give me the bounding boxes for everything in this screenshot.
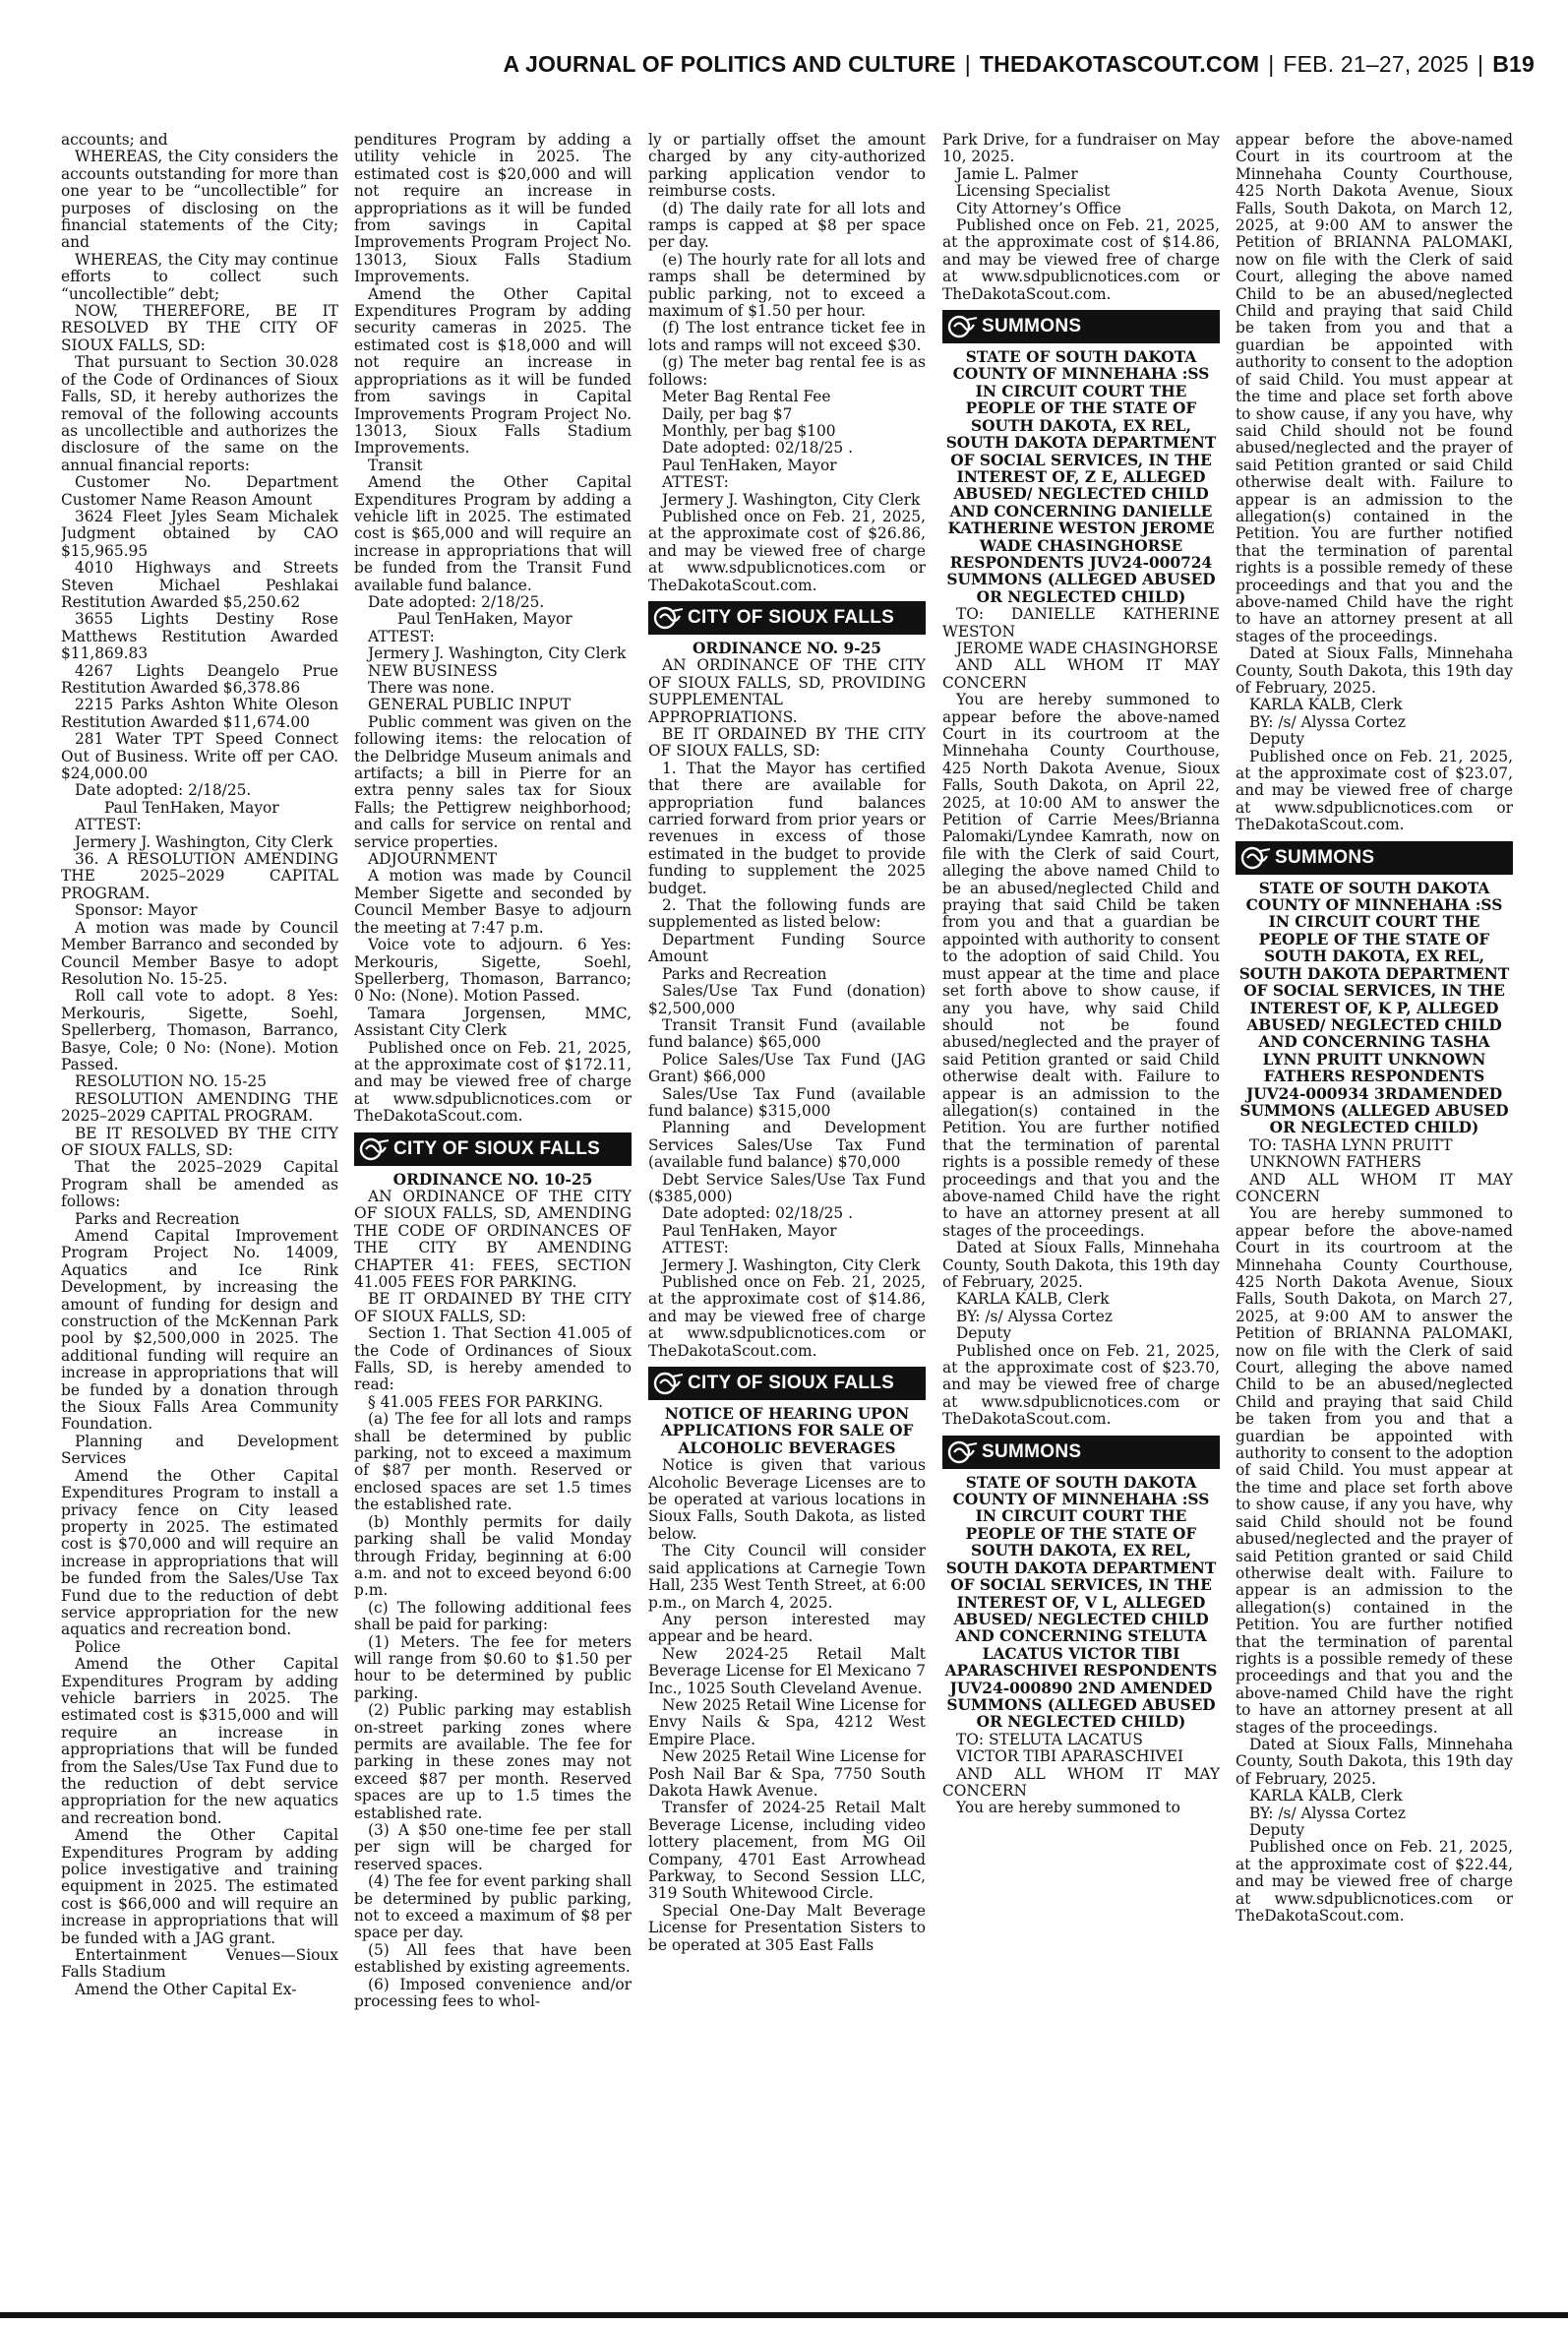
notice-paragraph: Police: [75, 1637, 121, 1656]
notice-paragraph: Amend the Other Capital Expenditures Program by adding police investigative and training equipment in 2025. The estimated cost is $66,000 and will require an increase in appropriations that will be funded with a JAG grant.: [61, 1826, 338, 1947]
banner-label: CITY OF SIOUX FALLS: [688, 607, 895, 629]
notice-paragraph: TO: STELUTA LACATUS: [956, 1730, 1143, 1748]
notice-paragraph: That the 2025–2029 Capital Program shall be amended as follows:: [61, 1158, 338, 1211]
notice-paragraph: Sponsor: Mayor: [75, 901, 198, 920]
notice-paragraph: BY: /s/ Alyssa Cortez: [1249, 712, 1406, 731]
header-separator: |: [1478, 51, 1484, 77]
notice-paragraph: BY: /s/ Alyssa Cortez: [1249, 1804, 1406, 1822]
notice-paragraph: 4010 Highways and Streets Steven Michael Peshlakai Restitution Awarded $5,250.62: [61, 559, 338, 611]
notice-paragraph: Department Funding Source Amount: [648, 930, 926, 966]
column-1: [61, 132, 338, 2304]
notice-paragraph: City Attorney’s Office: [956, 199, 1121, 217]
notice-paragraph: VICTOR TIBI APARASCHIVEI: [956, 1747, 1184, 1766]
notice-paragraph: A motion was made by Council Member Sigette and seconded by Council Member Basye to adjourn the meeting at 7:47 p.m.: [354, 867, 632, 937]
notice-paragraph: New 2025 Retail Wine License for Posh Nail Bar & Spa, 7750 South Dakota Hawk Avenue.: [648, 1747, 926, 1800]
notice-paragraph: New 2025 Retail Wine License for Envy Nails & Spa, 4212 West Empire Place.: [648, 1695, 926, 1748]
notice-heading: STATE OF SOUTH DAKOTA COUNTY OF MINNEHAHA :SS IN CIRCUIT COURT THE PEOPLE OF THE STATE OF SOUTH DAKOTA, EX REL, SOUTH DAKOTA DEPARTMENT OF SOCIAL SERVICES, IN THE INTEREST OF, K P, ALLEGED ABUSED/ NEGLECTED CHILD AND CONCERNING TASHA LYNN PRUITT UNKNOWN FATHERS RESPONDENTS JUV24-000934 3RDAMENDED SUMMONS (ALLEGED ABUSED OR NEGLECTED CHILD): [1238, 879, 1510, 1137]
notice-paragraph: Date adopted: 02/18/25 .: [662, 439, 853, 458]
notice-paragraph: GENERAL PUBLIC INPUT: [368, 696, 572, 714]
notice-paragraph: (f) The lost entrance ticket fee in lots and ramps will not exceed $30.: [648, 319, 926, 354]
notice-paragraph: Dated at Sioux Falls, Minnehaha County, South Dakota, this 19th day of February, 2025.: [1236, 644, 1513, 697]
notice-paragraph: Paul TenHaken, Mayor: [662, 456, 837, 474]
notice-paragraph: BY: /s/ Alyssa Cortez: [956, 1307, 1113, 1325]
notice-paragraph: KARLA KALB, Clerk: [956, 1290, 1110, 1309]
notice-paragraph: Deputy: [1249, 1821, 1305, 1839]
notice-paragraph: Tamara Jorgensen, MMC, Assistant City Clerk: [354, 1004, 632, 1040]
notice-paragraph: (2) Public parking may establish on-street parking zones where permits are available. The fee for parking in these zones may not exceed $87 per month. Reserved spaces are up to 1.5 times the established rate.: [354, 1701, 632, 1822]
notice-paragraph: The City Council will consider said applications at Carnegie Town Hall, 235 West Tenth Street, at 6:00 p.m., on March 4, 2025.: [648, 1542, 926, 1612]
scout-logo-icon: [354, 1132, 393, 1166]
notice-paragraph: Public comment was given on the following items: the relocation of the Delbridge Museum animals and artifacts; a bill in Pierre for an extra penny sales tax for Sioux Falls; the Pettigrew neighborhood; and calls for service on rental and service properties.: [354, 712, 632, 851]
section-banner-city: [648, 1367, 926, 1400]
notice-paragraph: (b) Monthly permits for daily parking shall be valid Monday through Friday, beginning at 6:00 a.m. and not to exceed beyond 6:00 p.m.: [354, 1512, 632, 1600]
notice-paragraph: Parks and Recreation: [75, 1209, 240, 1228]
notice-paragraph: Dated at Sioux Falls, Minnehaha County, South Dakota, this 19th day of February, 2025.: [942, 1239, 1220, 1291]
notice-paragraph: Amend the Other Capital Expenditures Program by adding security cameras in 2025. The estimated cost is $18,000 and will not require an increase in appropriations as it will be funded from savings in Capital Improvements Program Project No. 13013, Sioux Falls Stadium Improvements.: [354, 284, 632, 458]
notice-paragraph: (3) A $50 one-time fee per stall per sign will be charged for reserved spaces.: [354, 1821, 632, 1873]
notice-paragraph: RESOLUTION AMENDING THE 2025–2029 CAPITAL PROGRAM.: [61, 1089, 338, 1126]
notice-paragraph: Paul TenHaken, Mayor: [104, 798, 279, 817]
column-2: [354, 132, 632, 2304]
notice-paragraph: KARLA KALB, Clerk: [1249, 696, 1403, 714]
notice-paragraph: (4) The fee for event parking shall be determined by public parking, not to exceed a maximum of $8 per space per day.: [354, 1872, 632, 1942]
notice-heading: STATE OF SOUTH DAKOTA COUNTY OF MINNEHAHA :SS IN CIRCUIT COURT THE PEOPLE OF THE STATE OF SOUTH DAKOTA, EX REL, SOUTH DAKOTA DEPARTMENT OF SOCIAL SERVICES, IN THE INTEREST OF, V L, ALLEGED ABUSED/ NEGLECTED CHILD AND CONCERNING STELUTA LACATUS VICTOR TIBI APARASCHIVEI RESPONDENTS JUV24-000890 2ND AMENDED SUMMONS (ALLEGED ABUSED OR NEGLECTED CHILD): [944, 1473, 1218, 1732]
notice-paragraph: Sales/Use Tax Fund (donation) $2,500,000: [648, 982, 926, 1017]
notice-paragraph: Jermery J. Washington, City Clerk: [662, 490, 921, 509]
notice-paragraph: Amend the Other Capital Expenditures Program to install a privacy fence on City leased property in 2025. The estimated cost is $70,000 and will require an increase in appropriations that will be funded from the Sales/Use Tax Fund due to the reduction of debt service appropriation for the new aquatics and recreation bond.: [61, 1466, 338, 1639]
notice-paragraph: Customer No. Department Customer Name Reason Amount: [61, 473, 338, 509]
scout-logo-icon: [648, 601, 688, 635]
page-number: B19: [1492, 51, 1535, 77]
section-banner-summons: [942, 310, 1220, 343]
notice-paragraph: Published once on Feb. 21, 2025, at the approximate cost of $14.86, and may be viewed free of charge at www.sdpublicnotices.com or TheDakotaScout.com.: [942, 216, 1220, 303]
notice-paragraph: Paul TenHaken, Mayor: [397, 610, 573, 629]
notice-paragraph: 3655 Lights Destiny Rose Matthews Restitution Awarded $11,869.83: [61, 610, 338, 663]
notice-paragraph: Licensing Specialist: [956, 182, 1111, 201]
notice-paragraph: Date adopted: 02/18/25 .: [662, 1204, 853, 1223]
notice-paragraph: Jermery J. Washington, City Clerk: [368, 644, 627, 663]
notice-paragraph: Entertainment Venues—Sioux Falls Stadium: [61, 1946, 338, 1982]
banner-label: SUMMONS: [982, 1440, 1082, 1462]
notice-paragraph: (g) The meter bag rental fee is as follows:: [648, 353, 926, 389]
notice-paragraph: Planning and Development Services: [61, 1432, 338, 1468]
notice-paragraph: 281 Water TPT Speed Connect Out of Business. Write off per CAO. $24,000.00: [61, 730, 338, 783]
notice-paragraph: ATTEST:: [75, 816, 142, 834]
notice-paragraph: ATTEST:: [662, 1239, 729, 1257]
notice-paragraph: (1) Meters. The fee for meters will range from $0.60 to $1.50 per hour to be determined by public parking.: [354, 1632, 632, 1702]
notice-paragraph: 1. That the Mayor has certified that there are available for appropriation fund balances carried forward from prior years or revenues in excess of those estimated in the budget to provide funding to supplement the 2025 budget.: [648, 759, 926, 897]
notice-paragraph: BE IT ORDAINED BY THE CITY OF SIOUX FALLS, SD:: [648, 725, 926, 761]
notice-paragraph: Deputy: [1249, 730, 1305, 749]
notice-paragraph: Transfer of 2024-25 Retail Malt Beverage License, including video lottery placement, from MG Oil Company, 4701 East Arrowhead Parkway, to Second Session LLC, 319 South Whitewood Circle.: [648, 1799, 926, 1903]
header-separator: |: [1268, 51, 1275, 77]
notice-paragraph: TO: DANIELLE KATHERINE WESTON: [942, 605, 1220, 641]
notice-paragraph: 2. That the following funds are supplemented as listed below:: [648, 896, 926, 932]
notice-paragraph: 36. A RESOLUTION AMENDING THE 2025–2029 CAPITAL PROGRAM.: [61, 850, 338, 902]
notice-paragraph: (6) Imposed convenience and/or processing fees to whol-: [354, 1975, 632, 2011]
notice-paragraph: You are hereby summoned to appear before the above-named Court in its courtroom at the Minnehaha County Courthouse, 425 North Dakota Avenue, Sioux Falls, South Dakota, on March 27, 2025, at 9:00 AM to answer the Petition of BRIANNA PALOMAKI, now on file with the Clerk of said Court, alleging the above named Child to be an abused/neglected Child and praying that said Child be taken from you and that a guardian be appointed with authority to consent to the adoption of said Child. You must appear at the time and place set forth above to show cause, if any you have, why said Child should not be found abused/neglected and the prayer of said Petition granted or said Child otherwise dealt with. Failure to appear is an admission to the allegation(s) contained in the Petition. You are further notified that the termination of parental rights is a possible remedy of these proceedings and that you and the above-named Child have the right to have an attorney present at all stages of the proceedings.: [1236, 1204, 1513, 1737]
notice-paragraph: (5) All fees that have been established by existing agreements.: [354, 1940, 632, 1977]
notice-paragraph: 3624 Fleet Jyles Seam Michalek Judgment obtained by CAO $15,965.95: [61, 507, 338, 560]
notice-paragraph: Sales/Use Tax Fund (available fund balance) $315,000: [648, 1084, 926, 1120]
notice-paragraph: WHEREAS, the City considers the accounts outstanding for more than one year to be “uncollectible” for purposes of disclosing on the financial statements of the City; and: [61, 148, 338, 252]
notice-paragraph: Dated at Sioux Falls, Minnehaha County, South Dakota, this 19th day of February, 2025.: [1236, 1735, 1513, 1788]
notice-paragraph: accounts; and: [61, 132, 168, 149]
notice-paragraph: AND ALL WHOM IT MAY CONCERN: [1236, 1170, 1513, 1205]
notice-paragraph: Roll call vote to adopt. 8 Yes: Merkouris, Sigette, Soehl, Spellerberg, Thomason, Barranco, Basye, Cole; 0 No: (None). Motion Passed.: [61, 987, 338, 1073]
notice-paragraph: (e) The hourly rate for all lots and ramps shall be determined by public parking, not to exceed a maximum of $1.50 per hour.: [648, 250, 926, 321]
notice-paragraph: 4267 Lights Deangelo Prue Restitution Awarded $6,378.86: [61, 661, 338, 697]
section-banner-summons: [1236, 841, 1513, 875]
notice-paragraph: AND ALL WHOM IT MAY CONCERN: [942, 656, 1220, 692]
notice-paragraph: That pursuant to Section 30.028 of the Code of Ordinances of Sioux Falls, SD, it hereby authorizes the removal of the following accounts as uncollectible and authorizes the disclosure of the same on the annual financial reports:: [61, 353, 338, 474]
scout-logo-icon: [942, 1436, 982, 1469]
notice-paragraph: Daily, per bag $7: [662, 404, 793, 423]
notice-paragraph: JEROME WADE CHASINGHORSE: [956, 639, 1219, 657]
banner-label: CITY OF SIOUX FALLS: [393, 1137, 601, 1159]
notice-paragraph: Notice is given that various Alcoholic Beverage Licenses are to be operated at various locations in Sioux Falls, South Dakota, as listed below.: [648, 1456, 926, 1543]
header-separator: |: [964, 51, 971, 77]
notice-paragraph: Special One-Day Malt Beverage License for Presentation Sisters to be operated at 305 East Falls: [648, 1901, 926, 1954]
banner-label: SUMMONS: [1275, 846, 1375, 868]
notice-heading: NOTICE OF HEARING UPON APPLICATIONS FOR SALE OF ALCOHOLIC BEVERAGES: [660, 1405, 914, 1457]
page-header: [0, 51, 1535, 85]
notice-paragraph: Transit Transit Fund (available fund balance) $65,000: [648, 1015, 926, 1052]
notice-paragraph: AN ORDINANCE OF THE CITY OF SIOUX FALLS, SD, PROVIDING SUPPLEMENTAL APPROPRIATIONS.: [648, 656, 926, 726]
notice-paragraph: AN ORDINANCE OF THE CITY OF SIOUX FALLS, SD, AMENDING THE CODE OF ORDINANCES OF THE CITY BY AMENDING CHAPTER 41: FEES, SECTION 41.005 FEES FOR PARKING.: [354, 1187, 632, 1291]
notice-paragraph: BE IT ORDAINED BY THE CITY OF SIOUX FALLS, SD:: [354, 1290, 632, 1325]
notice-paragraph: Meter Bag Rental Fee: [662, 388, 831, 406]
notice-paragraph: Published once on Feb. 21, 2025, at the approximate cost of $23.07, and may be viewed free of charge at www.sdpublicnotices.com or TheDakotaScout.com.: [1236, 747, 1513, 834]
notice-paragraph: Police Sales/Use Tax Fund (JAG Grant) $66,000: [648, 1050, 926, 1086]
notice-paragraph: RESOLUTION NO. 15-25: [75, 1072, 267, 1091]
notice-paragraph: § 41.005 FEES FOR PARKING.: [368, 1392, 604, 1411]
notice-paragraph: Any person interested may appear and be heard.: [648, 1610, 926, 1646]
notice-paragraph: Jamie L. Palmer: [956, 164, 1078, 183]
notice-heading: ORDINANCE NO. 10-25: [392, 1170, 593, 1189]
notice-heading: ORDINANCE NO. 9-25: [693, 639, 881, 657]
notice-paragraph: Published once on Feb. 21, 2025, at the approximate cost of $26.86, and may be viewed free of charge at www.sdpublicnotices.com or TheDakotaScout.com.: [648, 507, 926, 594]
notice-paragraph: Amend the Other Capital Expenditures Program by adding vehicle barriers in 2025. The estimated cost is $315,000 and will require an increase in appropriations that will be funded from the Sales/Use Tax Fund due to the reduction of debt service appropriation for the new aquatics and recreation bond.: [61, 1655, 338, 1827]
scout-logo-icon: [648, 1367, 688, 1400]
notice-paragraph: ATTEST:: [662, 473, 729, 492]
notice-paragraph: ATTEST:: [368, 627, 435, 645]
notice-paragraph: Debt Service Sales/Use Tax Fund ($385,000): [648, 1170, 926, 1205]
notice-paragraph: Amend the Other Capital Expenditures Program by adding a vehicle lift in 2025. The estimated cost is $65,000 and will require an increase in appropriations that will be funded from the Transit Fund available fund balance.: [354, 473, 632, 594]
scout-logo-icon: [1236, 841, 1275, 875]
notice-paragraph: Section 1. That Section 41.005 of the Code of Ordinances of Sioux Falls, SD, is hereby amended to read:: [354, 1324, 632, 1394]
notice-paragraph: NEW BUSINESS: [368, 661, 498, 680]
notice-paragraph: TO: TASHA LYNN PRUITT: [1249, 1135, 1453, 1154]
notice-paragraph: Deputy: [956, 1324, 1012, 1343]
notice-paragraph: New 2024-25 Retail Malt Beverage License for El Mexicano 7 Inc., 1025 South Cleveland Avenue.: [648, 1644, 926, 1697]
notice-paragraph: Voice vote to adjourn. 6 Yes: Merkouris, Sigette, Soehl, Spellerberg, Thomason, Barranco; 0 No: (None). Motion Passed.: [354, 936, 632, 1006]
notice-paragraph: A motion was made by Council Member Barranco and seconded by Council Member Basye to adopt Resolution No. 15-25.: [61, 918, 338, 988]
notice-paragraph: NOW, THEREFORE, BE IT RESOLVED BY THE CITY OF SIOUX FALLS, SD:: [61, 302, 338, 354]
notice-paragraph: Transit: [368, 456, 423, 474]
notice-paragraph: Published once on Feb. 21, 2025, at the approximate cost of $14.86, and may be viewed free of charge at www.sdpublicnotices.com or TheDakotaScout.com.: [648, 1273, 926, 1360]
notice-paragraph: You are hereby summoned to: [956, 1799, 1180, 1817]
notice-paragraph: AND ALL WHOM IT MAY CONCERN: [942, 1764, 1220, 1800]
bottom-rule: [0, 2312, 1568, 2318]
notice-paragraph: Paul TenHaken, Mayor: [662, 1221, 837, 1240]
column-5: [1236, 132, 1513, 2304]
publication-tagline: A JOURNAL OF POLITICS AND CULTURE: [503, 51, 956, 77]
notice-paragraph: (c) The following additional fees shall be paid for parking:: [354, 1598, 632, 1634]
scout-logo-icon: [942, 310, 982, 343]
notice-paragraph: Published once on Feb. 21, 2025, at the approximate cost of $23.70, and may be viewed free of charge at www.sdpublicnotices.com or TheDakotaScout.com.: [942, 1341, 1220, 1429]
notice-paragraph: WHEREAS, the City may continue efforts to collect such “uncollectible” debt;: [61, 250, 338, 303]
notice-paragraph: UNKNOWN FATHERS: [1249, 1153, 1421, 1172]
notice-paragraph: Planning and Development Services Sales/Use Tax Fund (available fund balance) $70,000: [648, 1119, 926, 1172]
notice-paragraph: (d) The daily rate for all lots and ramps is capped at $8 per space per day.: [648, 199, 926, 252]
issue-dates: FEB. 21–27, 2025: [1283, 51, 1470, 77]
notice-paragraph: Published once on Feb. 21, 2025, at the approximate cost of $172.11, and may be viewed free of charge at www.sdpublicnotices.com or TheDakotaScout.com.: [354, 1038, 632, 1126]
site-url[interactable]: THEDAKOTASCOUT.COM: [979, 51, 1260, 77]
section-banner-city: [354, 1132, 632, 1166]
notice-paragraph: Date adopted: 2/18/25.: [75, 781, 252, 800]
notice-paragraph: KARLA KALB, Clerk: [1249, 1787, 1403, 1805]
notice-heading: STATE OF SOUTH DAKOTA COUNTY OF MINNEHAHA :SS IN CIRCUIT COURT THE PEOPLE OF THE STATE OF SOUTH DAKOTA, EX REL, SOUTH DAKOTA DEPARTMENT OF SOCIAL SERVICES, IN THE INTEREST OF, Z E, ALLEGED ABUSED/ NEGLECTED CHILD AND CONCERNING DANIELLE KATHERINE WESTON JEROME WADE CHASINGHORSE RESPONDENTS JUV24-000724 SUMMONS (ALLEGED ABUSED OR NEGLECTED CHILD): [945, 348, 1217, 606]
notice-paragraph: Amend the Other Capital Ex-: [75, 1980, 297, 1998]
notice-paragraph: appear before the above-named Court in its courtroom at the Minnehaha County Courthouse, 425 North Dakota Avenue, Sioux Falls, South Dakota, on March 12, 2025, at 9:00 AM to answer the Petition of BRIANNA PALOMAKI, now on file with the Clerk of said Court, alleging the above named Child to be an abused/neglected Child and praying that said Child be taken from you and that a guardian be appointed with authority to consent to the adoption of said Child. You must appear at the time and place set forth above to show cause, if any you have, why said Child should not be found abused/neglected and the prayer of said Petition granted or said Child otherwise dealt with. Failure to appear is an admission to the allegation(s) contained in the Petition. You are further notified that the termination of parental rights is a possible remedy of these proceedings and that you and the above-named Child have the right to have an attorney present at all stages of the proceedings.: [1236, 132, 1513, 645]
notice-paragraph: You are hereby summoned to appear before the above-named Court in its courtroom at the Minnehaha County Courthouse, 425 North Dakota Avenue, Sioux Falls, South Dakota, on April 22, 2025, at 10:00 AM to answer the Petition of Carrie Mees/Brianna Palomaki/Lyndee Kamrath, now on file with the Clerk of said Court, alleging the above named Child to be an abused/neglected Child and praying that said Child be taken from you and that a guardian be appointed with authority to consent to the adoption of said Child. You must appear at the time and place set forth above to show cause, if any you have, why said Child should not be found abused/neglected and the prayer of said Petition granted or said Child otherwise dealt with. Failure to appear is an admission to the allegation(s) contained in the Petition. You are further notified that the termination of parental rights is a possible remedy of these proceedings and that you and the above-named Child have the right to have an attorney present at all stages of the proceedings.: [942, 691, 1220, 1240]
notice-paragraph: penditures Program by adding a utility vehicle in 2025. The estimated cost is $20,000 and will not require an increase in appropriations as it will be funded from savings in Capital Improvements Program Project No. 13013, Sioux Falls Stadium Improvements.: [354, 132, 632, 286]
section-banner-summons: [942, 1436, 1220, 1469]
notice-paragraph: Published once on Feb. 21, 2025, at the approximate cost of $22.44, and may be viewed free of charge at www.sdpublicnotices.com or TheDakotaScout.com.: [1236, 1838, 1513, 1926]
notice-paragraph: ly or partially offset the amount charged by any city-authorized parking application vendor to reimburse costs.: [648, 132, 926, 201]
column-4: [942, 132, 1220, 2304]
notice-paragraph: 2215 Parks Ashton White Oleson Restitution Awarded $11,674.00: [61, 696, 338, 731]
banner-label: CITY OF SIOUX FALLS: [688, 1373, 895, 1394]
notice-paragraph: Jermery J. Washington, City Clerk: [75, 832, 333, 851]
notice-paragraph: Park Drive, for a fundraiser on May 10, 2025.: [942, 132, 1220, 166]
notice-paragraph: Monthly, per bag $100: [662, 421, 836, 440]
column-3: [648, 132, 926, 2304]
notice-paragraph: Jermery J. Washington, City Clerk: [662, 1255, 921, 1274]
notice-paragraph: There was none.: [368, 679, 495, 697]
notice-paragraph: Parks and Recreation: [662, 964, 827, 983]
notice-paragraph: Date adopted: 2/18/25.: [368, 592, 545, 611]
notice-paragraph: (a) The fee for all lots and ramps shall be determined by public parking, not to exceed a maximum of $87 per month. Reserved or enclosed spaces are set 1.5 times the established rate.: [354, 1410, 632, 1514]
notice-paragraph: Amend Capital Improvement Program Project No. 14009, Aquatics and Ice Rink Development, by increasing the amount of funding for design and construction of the McKennan Park pool by $2,500,000 in 2025. The additional funding will require an increase in appropriations that will be funded by a donation through the Sioux Falls Area Community Foundation.: [61, 1227, 338, 1434]
notice-columns: [61, 132, 1513, 2304]
section-banner-city: [648, 601, 926, 635]
notice-paragraph: ADJOURNMENT: [368, 850, 497, 869]
banner-label: SUMMONS: [982, 316, 1082, 337]
notice-paragraph: BE IT RESOLVED BY THE CITY OF SIOUX FALLS, SD:: [61, 1124, 338, 1159]
